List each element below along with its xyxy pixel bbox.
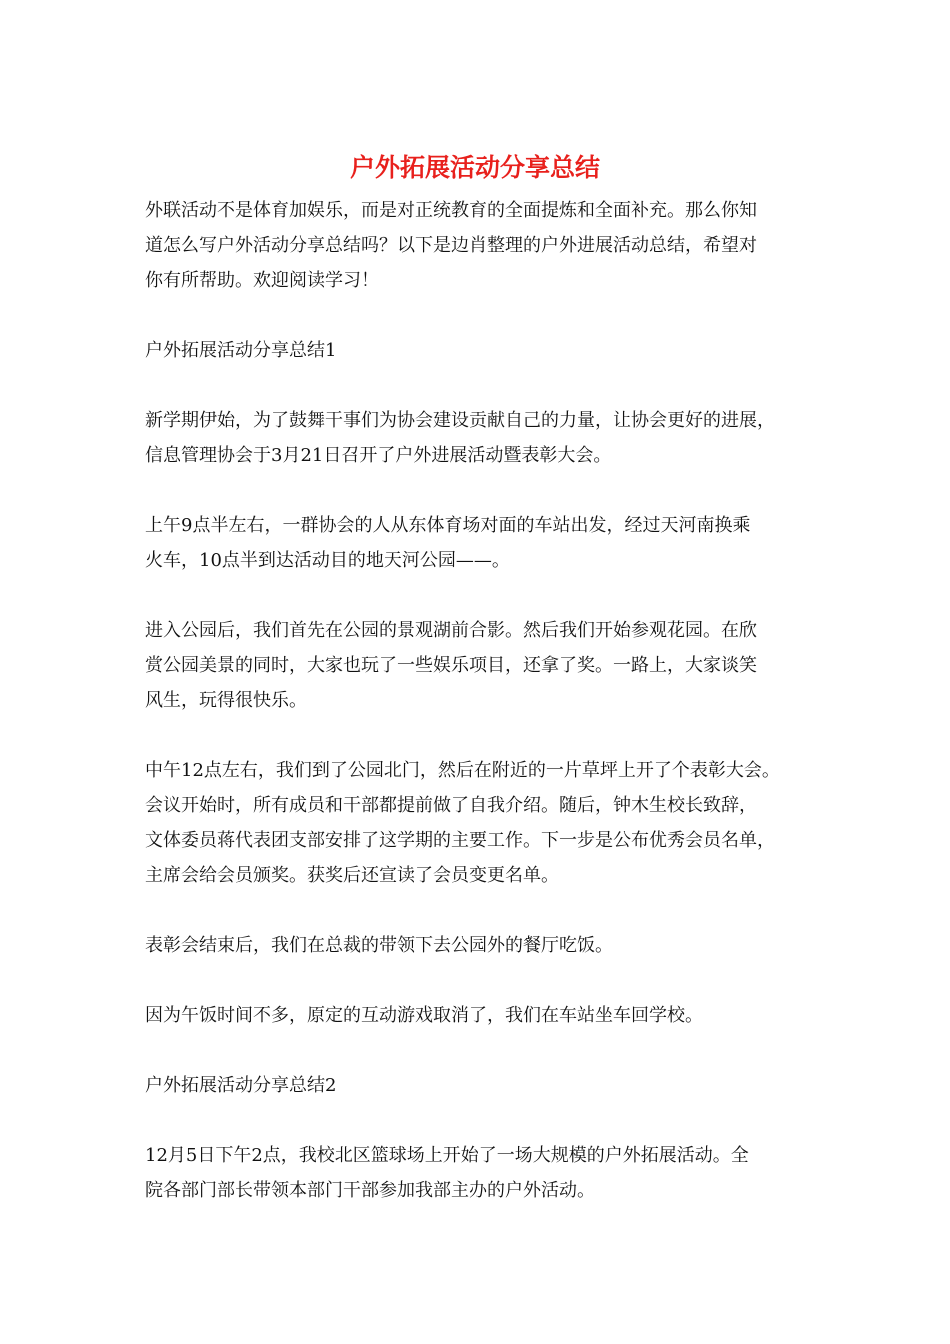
text-line: 进入公园后，我们首先在公园的景观湖前合影。然后我们开始参观花园。在欣 — [145, 620, 757, 641]
paragraph-4 — [145, 753, 835, 893]
document-title: 户外拓展活动分享总结 — [349, 153, 600, 182]
text-line: 信息管理协会于3月21日召开了户外进展活动暨表彰大会。 — [145, 445, 612, 466]
paragraph-3 — [145, 613, 835, 718]
paragraph-6: 因为午饭时间不多，原定的互动游戏取消了，我们在车站坐车回学校。 — [145, 1005, 703, 1026]
text-line: 上午9点半左右，一群协会的人从东体育场对面的车站出发，经过天河南换乘 — [145, 515, 751, 536]
text-line: 中午12点左右，我们到了公园北门，然后在附近的一片草坪上开了个表彰大会。 — [145, 760, 780, 781]
text-line: 道怎么写户外活动分享总结吗？以下是边肖整理的户外进展活动总结，希望对 — [145, 235, 757, 256]
section-heading-2: 户外拓展活动分享总结2 — [145, 1075, 337, 1096]
text-line: 新学期伊始，为了鼓舞干事们为协会建设贡献自己的力量，让协会更好的进展， — [145, 410, 775, 431]
paragraph-2 — [145, 508, 835, 578]
text-line: 12月5日下午2点，我校北区篮球场上开始了一场大规模的户外拓展活动。全 — [145, 1145, 749, 1166]
text-line: 外联活动不是体育加娱乐，而是对正统教育的全面提炼和全面补充。那么你知 — [145, 200, 757, 221]
text-line: 主席会给会员颁奖。获奖后还宣读了会员变更名单。 — [145, 865, 559, 886]
text-line: 你有所帮助。欢迎阅读学习！ — [145, 270, 379, 291]
text-line: 文体委员蒋代表团支部安排了这学期的主要工作。下一步是公布优秀会员名单， — [145, 830, 775, 851]
paragraph-1 — [145, 403, 835, 473]
section-heading-1: 户外拓展活动分享总结1 — [145, 340, 337, 361]
document-body — [145, 193, 835, 1208]
text-line: 院各部门部长带领本部门干部参加我部主办的户外活动。 — [145, 1180, 595, 1201]
paragraph-7 — [145, 1138, 835, 1208]
text-line: 风生，玩得很快乐。 — [145, 690, 307, 711]
intro-paragraph — [145, 193, 835, 298]
text-line: 火车，10点半到达活动目的地天河公园——。 — [145, 550, 510, 571]
text-line: 赏公园美景的同时，大家也玩了一些娱乐项目，还拿了奖。一路上，大家谈笑 — [145, 655, 757, 676]
text-line: 会议开始时，所有成员和干部都提前做了自我介绍。随后，钟木生校长致辞， — [145, 795, 757, 816]
paragraph-5: 表彰会结束后，我们在总裁的带领下去公园外的餐厅吃饭。 — [145, 935, 613, 956]
